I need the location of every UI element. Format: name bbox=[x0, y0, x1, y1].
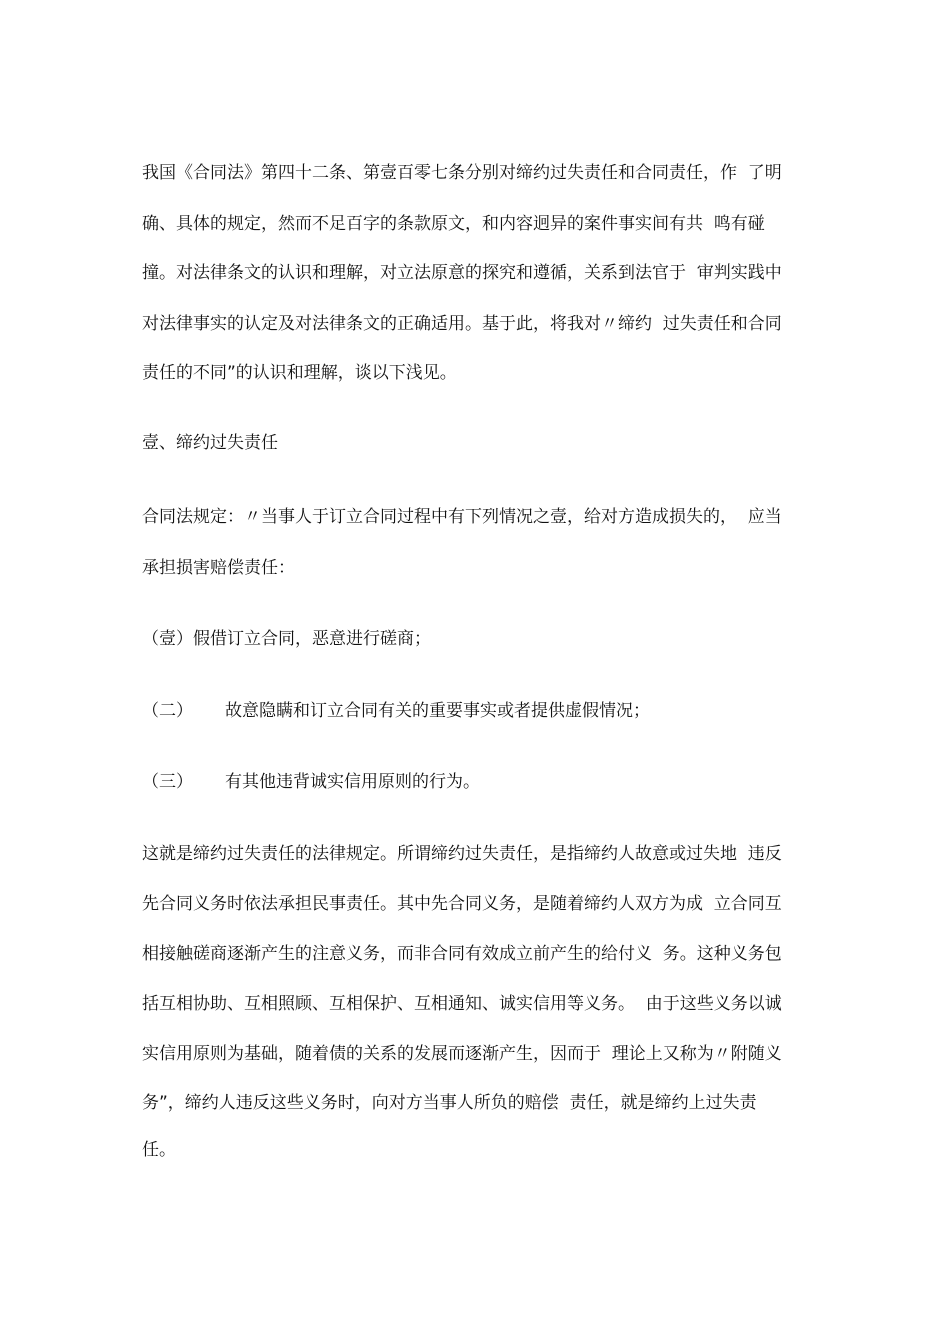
list-item-marker: （三） bbox=[142, 772, 193, 792]
paragraph-line: 承担损害赔偿责任： bbox=[142, 558, 295, 578]
list-item-text: 故意隐瞒和订立合同有关的重要事实或者提供虚假情况； bbox=[225, 701, 650, 721]
paragraph-line: 括互相协助、互相照顾、互相保护、互相通知、诚实信用等义务。 由于这些义务以诚 bbox=[142, 994, 782, 1014]
paragraph-line: 我国《合同法》第四十二条、第壹百零七条分别对缔约过失责任和合同责任，作 了明 bbox=[142, 163, 782, 183]
paragraph-line: 相接触磋商逐渐产生的注意义务，而非合同有效成立前产生的给付义 务。这种义务包 bbox=[142, 944, 782, 964]
paragraph-line: 务”，缔约人违反这些义务时，向对方当事人所负的赔偿 责任，就是缔约上过失责 bbox=[142, 1093, 757, 1113]
paragraph-line: 撞。对法律条文的认识和理解，对立法原意的探究和遵循，关系到法官于 审判实践中 bbox=[142, 263, 782, 283]
paragraph-line: 确、具体的规定，然而不足百字的条款原文，和内容迥异的案件事实间有共 鸣有碰 bbox=[142, 214, 765, 234]
paragraph-line: 这就是缔约过失责任的法律规定。所谓缔约过失责任，是指缔约人故意或过失地 违反 bbox=[142, 844, 782, 864]
paragraph-line: 合同法规定：〃当事人于订立合同过程中有下列情况之壹，给对方造成损失的， 应当 bbox=[142, 507, 782, 527]
section-heading: 壹、缔约过失责任 bbox=[142, 433, 278, 453]
list-item: （壹）假借订立合同，恶意进行磋商； bbox=[142, 629, 431, 649]
paragraph-line: 责任的不同”的认识和理解，谈以下浅见。 bbox=[142, 363, 457, 383]
paragraph-line: 实信用原则为基础，随着债的关系的发展而逐渐产生，因而于 理论上又称为〃附随义 bbox=[142, 1044, 782, 1064]
paragraph-line: 任。 bbox=[142, 1140, 176, 1160]
paragraph-line: 对法律事实的认定及对法律条文的正确适用。基于此，将我对〃缔约 过失责任和合同 bbox=[142, 314, 782, 334]
paragraph-line: 先合同义务时依法承担民事责任。其中先合同义务，是随着缔约人双方为成 立合同互 bbox=[142, 894, 782, 914]
list-item-marker: （二） bbox=[142, 701, 193, 721]
list-item-text: 有其他违背诚实信用原则的行为。 bbox=[225, 772, 480, 792]
